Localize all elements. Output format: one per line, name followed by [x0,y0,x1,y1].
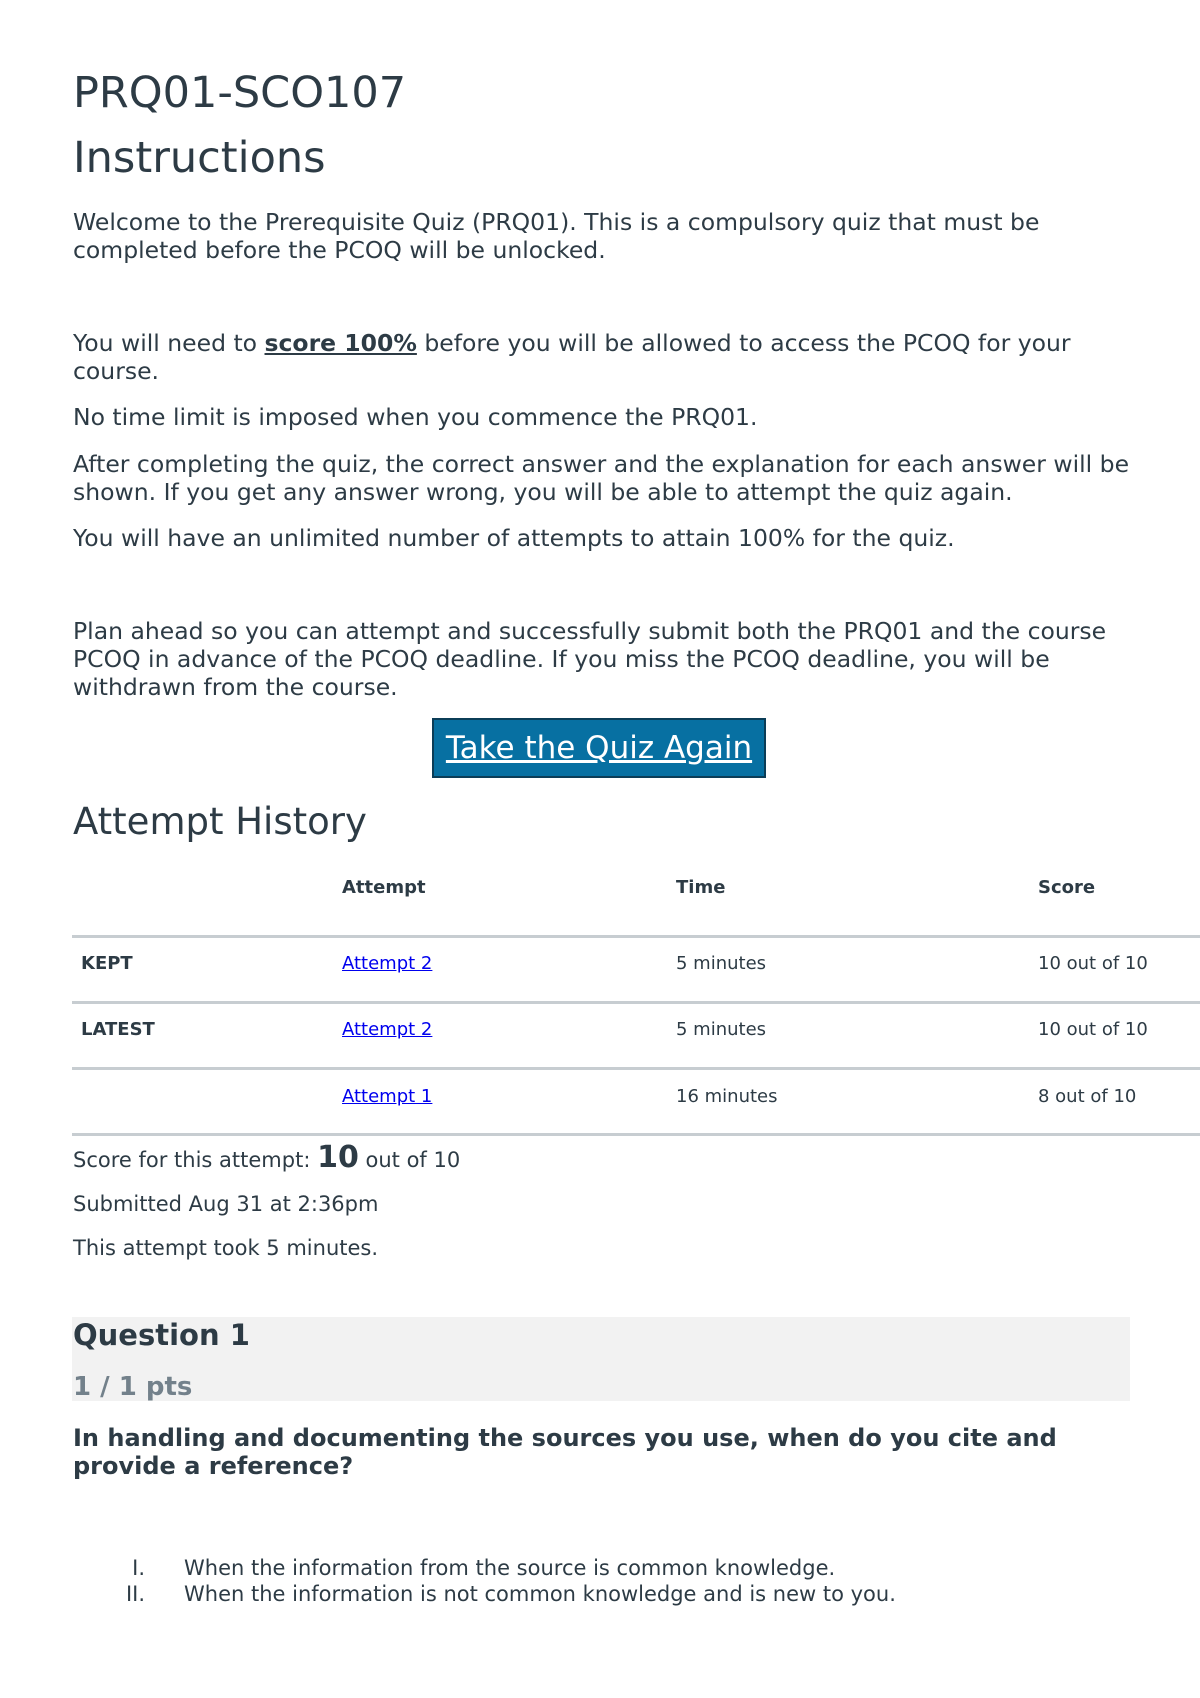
option-numeral: I. [132,1556,145,1580]
question-text: In handling and documenting the sources you use, when do you cite and provide a reference? [73,1424,1057,1480]
attempt-history-heading: Attempt History [73,800,367,843]
attempt-score: 10 out of 10 [1038,1019,1148,1040]
attempt-time: 5 minutes [676,953,767,974]
instructions-paragraph-deadline: Plan ahead so you can attempt and successfully submit both the PRQ01 and the course PCOQ in advance of the PCOQ deadline. If you miss the PCOQ deadline, you will be withdrawn from the course. [73,617,1107,701]
question-title: Question 1 [73,1318,250,1352]
attempt-score: 10 out of 10 [1038,953,1148,974]
score-summary-value: 10 [317,1140,359,1175]
attempt-time: 5 minutes [676,1019,767,1040]
instructions-paragraph-feedback: After completing the quiz, the correct answer and the explanation for each answer will be shown. If you get any answer wrong, you will be able to attempt the quiz again. [73,450,1130,506]
table-divider [72,1133,1200,1136]
attempt-duration: This attempt took 5 minutes. [73,1236,379,1260]
page-title: PRQ01-SCO107 [73,68,407,118]
table-divider [72,1001,1200,1004]
score-summary-suffix: out of 10 [358,1148,461,1172]
option-text: When the information from the source is common knowledge. [184,1556,836,1580]
submitted-timestamp: Submitted Aug 31 at 2:36pm [73,1192,379,1216]
instructions-paragraph-score [73,329,1143,385]
option-numeral: II. [125,1582,145,1606]
instructions-paragraph-attempts: You will have an unlimited number of attempts to attain 100% for the quiz. [73,524,955,552]
column-header-score: Score [1038,877,1096,898]
attempt-score: 8 out of 10 [1038,1086,1137,1107]
row-label-latest: LATEST [81,1019,155,1040]
instructions-heading: Instructions [73,133,326,183]
score-requirement-post: before you will be allowed to access the PCOQ for your course. [73,329,1071,385]
score-requirement-pre: You will need to [73,329,265,357]
row-label-kept: KEPT [81,953,133,974]
attempt-link[interactable]: Attempt 2 [342,1019,433,1040]
take-quiz-again-button[interactable]: Take the Quiz Again [432,718,766,778]
option-text: When the information is not common knowledge and is new to you. [184,1582,896,1606]
score-summary [73,1140,460,1175]
attempt-link[interactable]: Attempt 2 [342,953,433,974]
instructions-paragraph-welcome: Welcome to the Prerequisite Quiz (PRQ01). This is a compulsory quiz that must be completed before the PCOQ will be unlocked. [73,208,1040,264]
instructions-paragraph-time-limit: No time limit is imposed when you commence the PRQ01. [73,403,758,431]
score-summary-prefix: Score for this attempt: [73,1148,318,1172]
table-divider [72,1067,1200,1070]
table-divider [72,935,1200,938]
column-header-attempt: Attempt [342,877,426,898]
column-header-time: Time [676,877,726,898]
question-points: 1 / 1 pts [73,1372,193,1402]
score-requirement-emphasis: score 100% [264,329,417,357]
attempt-time: 16 minutes [676,1086,778,1107]
attempt-link[interactable]: Attempt 1 [342,1086,433,1107]
